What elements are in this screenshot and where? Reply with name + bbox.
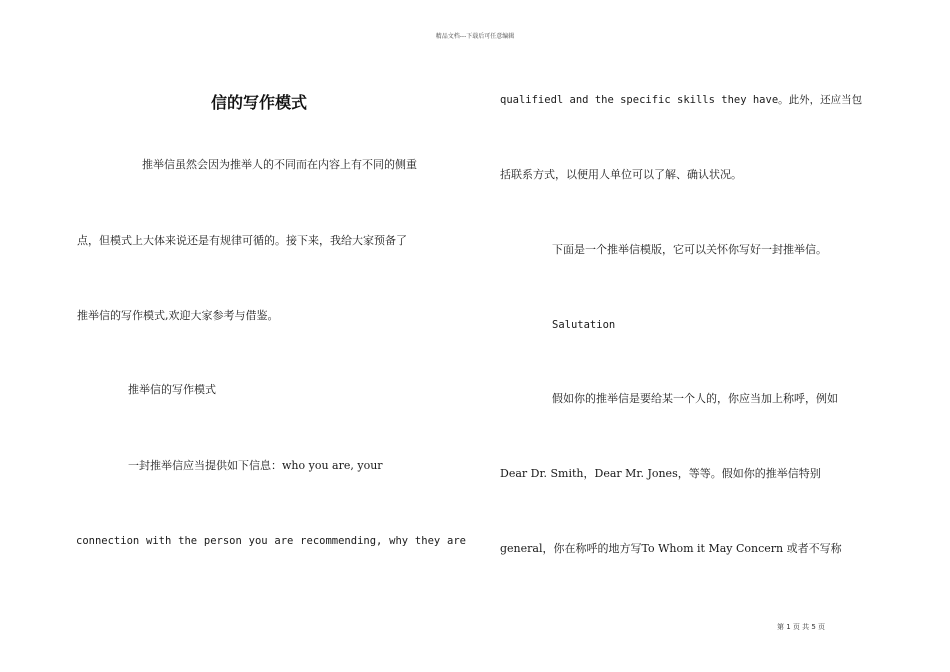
left-paragraph-2-line-2: connection with the person you are recommending, why they are [76, 535, 466, 547]
right-salutation-heading: Salutation [552, 319, 616, 331]
left-paragraph-1-line-1: 推举信虽然会因为推举人的不同而在内容上有不同的侧重 [142, 158, 417, 171]
right-paragraph-3-line-3: general，你在称呼的地方写To Whom it May Concern 或者不写称 [500, 542, 842, 555]
left-paragraph-2-line-1: 一封推举信应当提供如下信息：who you are, your [128, 459, 383, 472]
header-note: 精品文档---下载后可任意编辑 [435, 33, 515, 40]
left-paragraph-1-line-3: 推举信的写作模式,欢迎大家参考与借鉴。 [77, 309, 279, 322]
left-subheading: 推举信的写作模式 [128, 383, 216, 396]
right-paragraph-2: 下面是一个推举信模版，它可以关怀你写好一封推举信。 [552, 243, 827, 256]
document-title: 信的写作模式 [211, 93, 308, 112]
right-paragraph-3-line-2: Dear Dr. Smith，Dear Mr. Jones，等等。假如你的推举信特别 [500, 467, 821, 480]
right-paragraph-1-line-2: 括联系方式，以便用人单位可以了解、确认状况。 [500, 168, 742, 181]
right-paragraph-1-line-1: qualifiedl and the specific skills they have。此外，还应当包 [500, 94, 863, 106]
right-paragraph-3-line-1: 假如你的推举信是要给某一个人的，你应当加上称呼，例如 [552, 392, 838, 405]
left-paragraph-1-line-2: 点，但模式上大体来说还是有规律可循的。接下来，我给大家预备了 [77, 234, 407, 247]
page-number: 第 1 页 共 5 页 [777, 623, 826, 631]
